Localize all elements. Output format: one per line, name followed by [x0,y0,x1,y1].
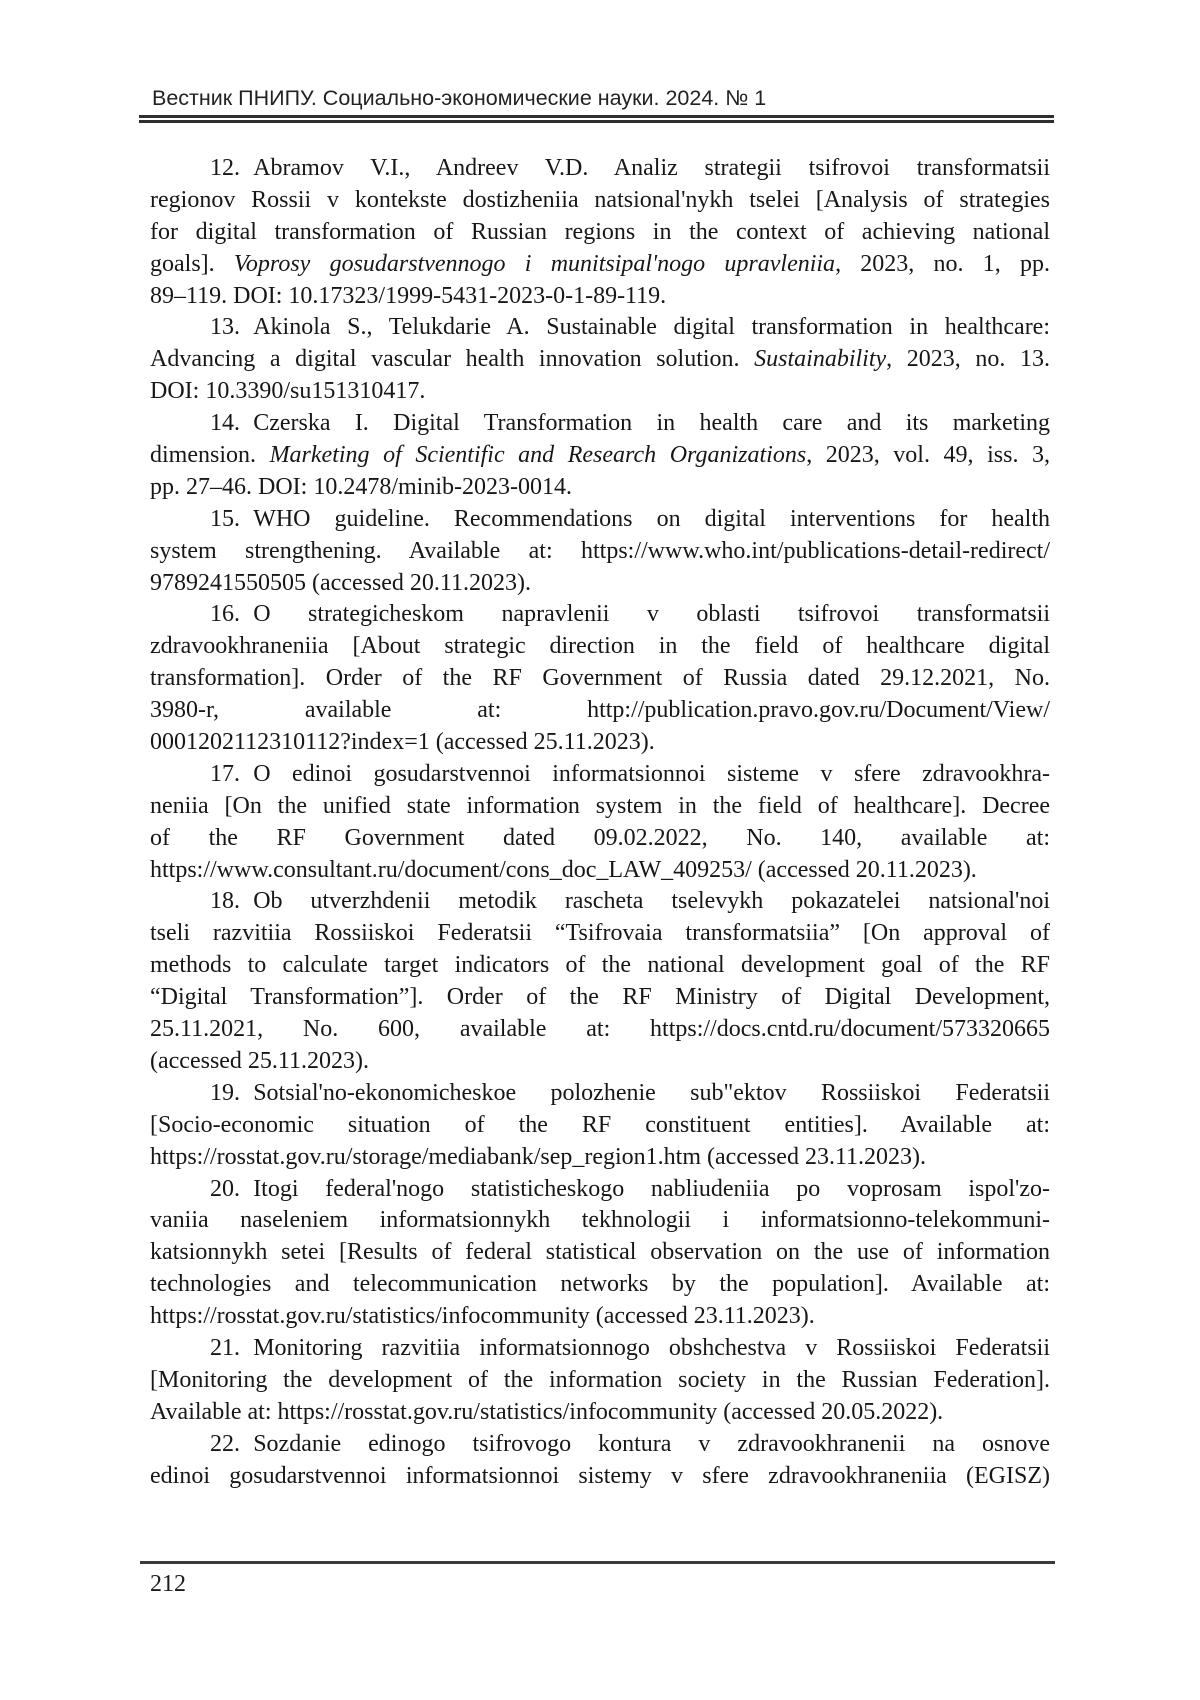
reference-text: 25.11.2021, No. 600, available at: https://docs.cntd.ru/document/573320665 [150,1016,1050,1043]
reference-text: , 2023, no. 13. [886,346,1050,373]
reference-line [150,886,1050,918]
reference-number: 14. [210,410,240,437]
reference-text: Sozdanie edinogo tsifrovogo kontura v zdravookhranenii na osnove [253,1430,1050,1457]
reference-line [150,281,1050,313]
reference-line [150,950,1050,982]
journal-header-text: Вестник ПНИПУ. Социально-экономические науки. 2024. № 1 [152,86,767,110]
reference-text: (accessed 25.11.2023). [150,1047,370,1074]
reference-number: 18. [210,888,240,915]
reference-line [150,1333,1050,1365]
reference-text: vaniia naseleniem informatsionnykh tekhnologii i informatsionno-telekommuni- [150,1207,1050,1234]
reference-item [150,886,1050,1077]
reference-journal-title: Sustainability [754,346,887,373]
reference-item [150,1429,1050,1493]
reference-item [150,1078,1050,1174]
reference-line [150,759,1050,791]
reference-number: 21. [210,1334,240,1361]
reference-line [150,1237,1050,1269]
reference-text: for digital transformation of Russian regions in the context of achieving national [150,218,1050,245]
reference-text: Czerska I. Digital Transformation in health care and its marketing [253,410,1050,437]
reference-text: Sotsial'no-ekonomicheskoe polozhenie sub"ektov Rossiiskoi Federatsii [253,1079,1050,1106]
reference-line [150,1397,1050,1429]
reference-number: 19. [210,1079,240,1106]
reference-number: 13. [210,314,240,341]
reference-text: https://www.consultant.ru/document/cons_doc_LAW_409253/ (accessed 20.11.2023). [150,856,977,883]
reference-item [150,599,1050,758]
reference-line [150,1205,1050,1237]
reference-line [150,376,1050,408]
reference-line [150,249,1050,281]
reference-text: 9789241550505 (accessed 20.11.2023). [150,569,532,596]
reference-text: zdravookhraneniia [About strategic direction in the field of healthcare digital [150,633,1050,660]
reference-line [150,217,1050,249]
reference-line [150,1365,1050,1397]
reference-line [150,568,1050,600]
reference-line [150,791,1050,823]
reference-number: 15. [210,505,240,532]
reference-text: 0001202112310112?index=1 (accessed 25.11.2023). [150,729,655,756]
reference-journal-title: Marketing of Scientific and Research Organizations [269,442,807,469]
reference-text: of the RF Government dated 09.02.2022, No. 140, available at: [150,824,1050,851]
reference-text: Akinola S., Telukdarie A. Sustainable digital transformation in healthcare: [253,314,1050,341]
reference-text: , 2023, vol. 49, iss. 3, [806,442,1050,469]
reference-text: https://rosstat.gov.ru/storage/mediabank/sep_region1.htm (accessed 23.11.2023). [150,1143,927,1170]
reference-text: methods to calculate target indicators of the national development goal of the RF [150,952,1050,979]
reference-line [150,504,1050,536]
reference-line [150,727,1050,759]
reference-line [150,631,1050,663]
reference-journal-title: Voprosy gosudarstvennogo i munitsipal'nogo upravleniia [233,250,836,277]
reference-line [150,440,1050,472]
reference-text: 89–119. DOI: 10.17323/1999-5431-2023-0-1-89-119. [150,282,667,309]
reference-text: dimension. [150,442,270,469]
reference-text: neniia [On the unified state information system in the field of healthcare]. Decree [150,792,1050,819]
reference-line [150,312,1050,344]
reference-text: [Socio-economic situation of the RF constituent entities]. Available at: [150,1111,1050,1138]
reference-text: pp. 27–46. DOI: 10.2478/minib-2023-0014. [150,473,572,500]
reference-line [150,1046,1050,1078]
footer-rule [140,1561,1055,1564]
page-number: 212 [150,1571,186,1597]
reference-line [150,1301,1050,1333]
reference-text: [Monitoring the development of the information society in the Russian Federation]. [150,1366,1050,1393]
reference-item [150,1333,1050,1429]
reference-line [150,1110,1050,1142]
reference-item [150,759,1050,887]
reference-line [150,1429,1050,1461]
reference-text: DOI: 10.3390/su151310417. [150,378,426,405]
reference-item [150,153,1050,312]
reference-line [150,823,1050,855]
reference-line [150,185,1050,217]
reference-text: Abramov V.I., Andreev V.D. Analiz strategii tsifrovoi transformatsii [253,155,1050,181]
reference-text: Available at: https://rosstat.gov.ru/statistics/infocommunity (accessed 20.05.2022). [150,1398,944,1425]
reference-text: , 2023, no. 1, pp. [835,250,1050,277]
reference-text: WHO guideline. Recommendations on digital interventions for health [253,505,1050,532]
reference-line [150,536,1050,568]
reference-number: 17. [210,760,240,787]
references-list [150,153,1050,1492]
reference-line [150,663,1050,695]
reference-line [150,1269,1050,1301]
reference-number: 22. [210,1430,240,1457]
reference-item [150,1174,1050,1333]
reference-text: Monitoring razvitiia informatsionnogo obshchestva v Rossiiskoi Federatsii [253,1334,1050,1361]
reference-line [150,695,1050,727]
reference-line [150,344,1050,376]
reference-line [150,1142,1050,1174]
reference-number: 20. [210,1175,240,1202]
reference-text: regionov Rossii v kontekste dostizheniia natsional'nykh tselei [Analysis of strategies [150,186,1050,213]
reference-text: technologies and telecommunication networks by the population]. Available at: [150,1271,1050,1298]
reference-text: tseli razvitiia Rossiiskoi Federatsii “Tsifrovaia transformatsiia” [On approval of [150,920,1050,947]
reference-line [150,1461,1050,1493]
reference-item [150,408,1050,504]
reference-line [150,472,1050,504]
reference-text: O edinoi gosudarstvennoi informatsionnoi sisteme v sfere zdravookhra- [253,760,1050,787]
reference-text: goals]. [150,250,234,277]
reference-line [150,153,1050,185]
reference-item [150,312,1050,408]
reference-line [150,918,1050,950]
reference-text: edinoi gosudarstvennoi informatsionnoi sistemy v sfere zdravookhraneniia (EGISZ) [150,1462,1050,1489]
reference-text: “Digital Transformation”]. Order of the RF Ministry of Digital Development, [150,984,1050,1011]
reference-text: Itogi federal'nogo statisticheskogo nabliudeniia po voprosam ispol'zo- [253,1175,1050,1202]
reference-line [150,855,1050,887]
reference-line [150,599,1050,631]
reference-text: system strengthening. Available at: https://www.who.int/publications-detail-redirect/ [150,537,1050,564]
reference-text: transformation]. Order of the RF Government of Russia dated 29.12.2021, No. [150,665,1050,692]
reference-number: 16. [210,601,240,628]
reference-text: katsionnykh setei [Results of federal statistical observation on the use of information [150,1239,1050,1266]
reference-text: Advancing a digital vascular health innovation solution. [150,346,755,373]
reference-line [150,1014,1050,1046]
header-double-rule [139,115,1054,123]
reference-text: O strategicheskom napravlenii v oblasti tsifrovoi transformatsii [253,601,1050,628]
reference-line [150,1078,1050,1110]
reference-text: Ob utverzhdenii metodik rascheta tselevykh pokazatelei natsional'noi [253,888,1050,915]
reference-item [150,504,1050,600]
reference-text: https://rosstat.gov.ru/statistics/infocommunity (accessed 23.11.2023). [150,1303,815,1330]
reference-number: 12. [210,155,240,181]
reference-text: 3980-r, available at: http://publication.pravo.gov.ru/Document/View/ [150,697,1050,724]
reference-line [150,982,1050,1014]
reference-line [150,1174,1050,1206]
reference-line [150,408,1050,440]
